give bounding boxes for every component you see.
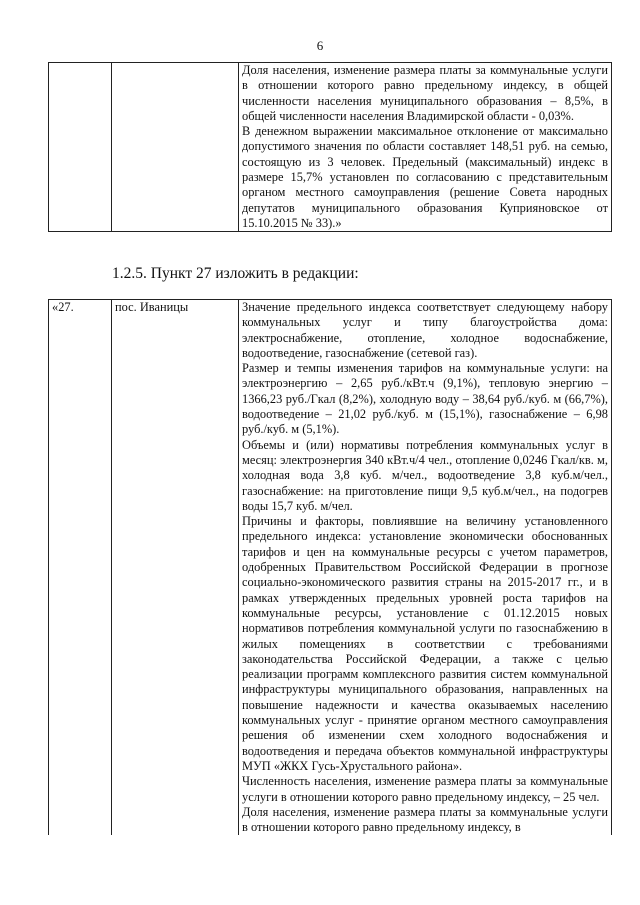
paragraph-monetary-deviation: В денежном выражении максимальное отклонение от максимально допустимого значения по области составляет 148,51 руб. на семью, состоящую из 3 человек. Предельный (максимальный) индекс в размере 15,7% установлен по согласованию с представительным органом местного самоуправления (решение Совета народных депутатов муниципального образования Куприяновское от 15.10.2015 № 33).» [242,124,608,230]
table-cell-locality [112,63,239,232]
table-cell-number: «27. [49,300,112,836]
paragraph-population-share: Доля населения, изменение размера платы за коммунальные услуги в отношении которого равно предельному индексу, в [242,804,608,835]
table-cell-description [239,300,612,836]
paragraph-consumption-norms: Объемы и (или) нормативы потребления коммунальных услуг в месяц: электроэнергия 340 кВт.ч/4 чел., отопление 0,0246 Гкал/кв. м, холодная вода 3,8 куб. м/чел., водоотведение 3,8 куб.м/чел., газоснабжение: на приготовление пищи 9,5 куб.м/чел., на подогрев воды 15,7 куб. м/чел. [242,437,608,513]
paragraph-tariffs: Размер и темпы изменения тарифов на коммунальные услуги: на электроэнергию – 2,65 руб./кВт.ч (9,1%), тепловую энергию – 1366,23 руб./Гкал (8,2%), холодную воду – 38,64 руб./куб. м (66,7%), водоотведение – 21,02 руб./куб. м (15,1%), газоснабжение – 6,98 руб./куб. м (5,1%). [242,361,608,437]
paragraph-reasons: Причины и факторы, повлиявшие на величину установленного предельного индекса: установление экономически обоснованных тарифов и цен на коммунальные ресурсы с учетом параметров, одобренных Правительством Российской Федерации в прогнозе социально-экономического развития страны на 2015-2017 гг., и в рамках утвержденных предельных уровней роста тарифов на коммунальные ресурсы, установление с 01.12.2015 новых нормативов потребления коммунальной услуги по газоснабжению в жилых помещениях в соответствии с требованиями законодательства Российской Федерации, а также с целью реализации программ комплексного развития систем коммунальной инфраструктуры муниципального образования, направленных на повышение надежности и качества оказываемых населению коммунальных услуг - принятие органом местного самоуправления решения об изменении схем холодного водоснабжения и водоотведения и передача объектов коммунальной инфраструктуры МУП «ЖКХ Гусь-Хрустального района». [242,514,608,773]
table-cell-locality: пос. Иваницы [112,300,239,836]
section-heading: 1.2.5. Пункт 27 изложить в редакции: [112,265,359,282]
table-cell-description [239,63,612,232]
table-item-27 [48,299,612,835]
table-continuation [48,62,612,232]
table-row [49,300,612,836]
table-row [49,63,612,232]
paragraph-services-set: Значение предельного индекса соответствует следующему набору коммунальных услуг и типу благоустройства дома: электроснабжение, отопление, холодное водоснабжение, водоотведение, газоснабжение (сетевой газ). [242,300,608,360]
paragraph-population-share: Доля населения, изменение размера платы за коммунальные услуги в отношении которого равно предельному индексу, в общей численности населения муниципального образования – 8,5%, в общей численности населения Владимирской области - 0,03%. [242,63,608,123]
page-number: 6 [316,38,324,53]
paragraph-population-count: Численность населения, изменение размера платы за коммунальные услуги в отношении которого равно предельному индексу, – 25 чел. [242,774,608,804]
table-cell-number [49,63,112,232]
